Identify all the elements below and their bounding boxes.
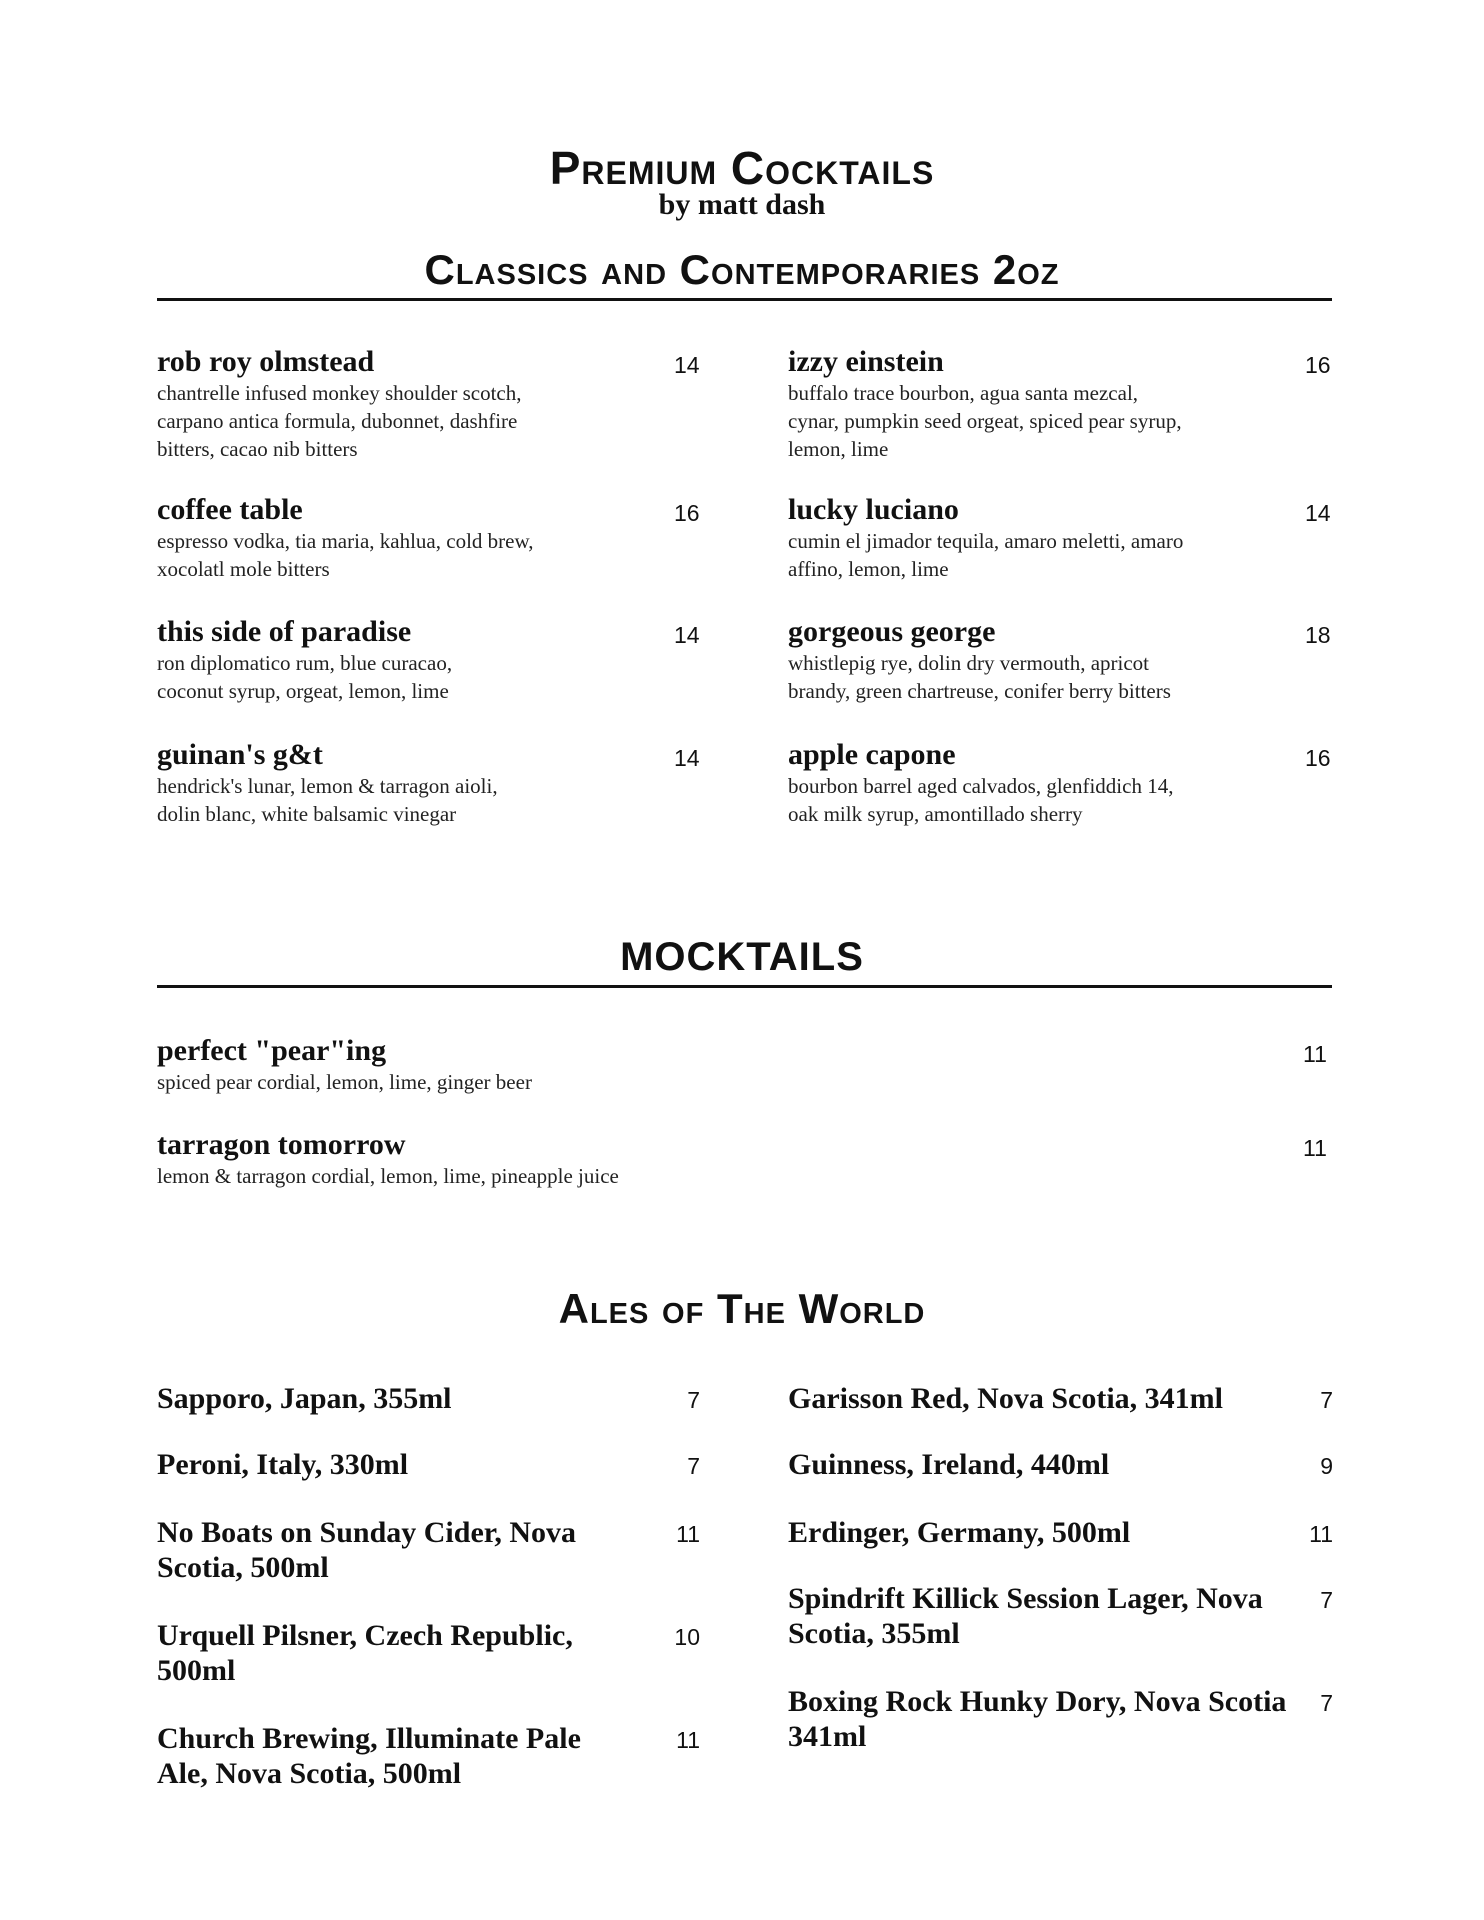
mocktail-description: spiced pear cordial, lemon, lime, ginger beer <box>157 1070 532 1094</box>
cocktail-price: 14 <box>674 745 700 771</box>
ale-item <box>788 1684 1333 1754</box>
ale-price: 7 <box>687 1387 700 1413</box>
cocktail-name: lucky luciano <box>788 493 959 526</box>
cocktail-name: coffee table <box>157 493 303 526</box>
ale-price: 7 <box>1320 1387 1333 1413</box>
ale-price: 7 <box>1320 1587 1333 1613</box>
ale-name: Urquell Pilsner, Czech Republic, 500ml <box>157 1619 573 1687</box>
cocktail-price: 18 <box>1305 622 1331 648</box>
section-divider <box>157 985 1332 988</box>
ale-item <box>157 1618 700 1688</box>
menu-title: Premium Cocktails <box>549 142 935 194</box>
cocktail-description: espresso vodka, tia maria, kahlua, cold brew, xocolatl mole bitters <box>157 529 534 581</box>
ales-heading: Ales of The World <box>558 1285 926 1332</box>
ale-item <box>788 1381 1333 1416</box>
cocktail-description: chantrelle infused monkey shoulder scotch, carpano antica formula, dubonnet, dashfire bitters, cacao nib bitters <box>157 381 522 461</box>
cocktail-item <box>788 738 1333 828</box>
mocktails-heading: MOCKTAILS <box>620 935 864 979</box>
mocktail-name: perfect "pear"ing <box>157 1034 387 1067</box>
ale-item <box>788 1515 1333 1550</box>
ale-item <box>157 1447 700 1482</box>
ale-name: Erdinger, Germany, 500ml <box>788 1516 1131 1549</box>
ale-name: Church Brewing, Illuminate Pale Ale, Nova Scotia, 500ml <box>157 1722 581 1790</box>
cocktail-price: 16 <box>674 500 700 526</box>
menu-byline: by matt dash <box>658 188 826 221</box>
ale-name: Boxing Rock Hunky Dory, Nova Scotia 341ml <box>788 1685 1287 1753</box>
cocktail-description: buffalo trace bourbon, agua santa mezcal, cynar, pumpkin seed orgeat, spiced pear syrup, lemon, lime <box>788 381 1182 461</box>
cocktail-item <box>157 738 702 828</box>
cocktail-name: guinan's g&t <box>157 738 323 771</box>
section-divider <box>157 298 1332 301</box>
mocktail-item <box>157 1034 1332 1096</box>
cocktail-description: hendrick's lunar, lemon & tarragon aioli, dolin blanc, white balsamic vinegar <box>157 774 498 826</box>
mocktail-price: 11 <box>1303 1135 1327 1161</box>
cocktail-price: 14 <box>674 622 700 648</box>
cocktail-name: izzy einstein <box>788 345 944 378</box>
ale-item <box>157 1381 700 1416</box>
ale-item <box>788 1581 1333 1651</box>
cocktail-item <box>788 345 1333 463</box>
ale-price: 7 <box>1320 1690 1333 1716</box>
cocktail-item <box>788 493 1333 583</box>
cocktail-name: rob roy olmstead <box>157 345 375 378</box>
ale-name: No Boats on Sunday Cider, Nova Scotia, 500ml <box>157 1516 576 1584</box>
classics-heading: Classics and Contemporaries 2oz <box>424 246 1060 293</box>
cocktail-price: 16 <box>1305 745 1331 771</box>
ale-price: 9 <box>1320 1453 1333 1479</box>
ale-item <box>157 1721 700 1791</box>
cocktail-price: 14 <box>1305 500 1331 526</box>
ale-price: 10 <box>674 1624 700 1650</box>
ale-item <box>788 1447 1333 1482</box>
cocktail-name: apple capone <box>788 738 956 771</box>
cocktail-item <box>788 615 1333 705</box>
ale-name: Sapporo, Japan, 355ml <box>157 1382 452 1415</box>
ale-name: Spindrift Killick Session Lager, Nova Scotia, 355ml <box>788 1582 1263 1650</box>
ale-name: Garisson Red, Nova Scotia, 341ml <box>788 1382 1223 1415</box>
cocktail-price: 16 <box>1305 352 1331 378</box>
cocktail-item <box>157 493 702 583</box>
cocktail-description: cumin el jimador tequila, amaro meletti, amaro affino, lemon, lime <box>788 529 1184 581</box>
ale-name: Peroni, Italy, 330ml <box>157 1448 409 1481</box>
cocktail-description: bourbon barrel aged calvados, glenfiddich 14, oak milk syrup, amontillado sherry <box>788 774 1174 826</box>
cocktail-item <box>157 345 702 463</box>
ale-name: Guinness, Ireland, 440ml <box>788 1448 1110 1481</box>
cocktail-description: whistlepig rye, dolin dry vermouth, apricot brandy, green chartreuse, conifer berry bitters <box>788 651 1171 703</box>
mocktail-name: tarragon tomorrow <box>157 1128 406 1161</box>
ale-price: 7 <box>687 1453 700 1479</box>
mocktail-price: 11 <box>1303 1041 1327 1067</box>
mocktail-description: lemon & tarragon cordial, lemon, lime, pineapple juice <box>157 1164 619 1188</box>
mocktail-item <box>157 1128 1332 1190</box>
ale-price: 11 <box>676 1727 700 1753</box>
cocktail-price: 14 <box>674 352 700 378</box>
ale-price: 11 <box>1309 1521 1333 1547</box>
cocktail-name: gorgeous george <box>788 615 996 648</box>
cocktail-description: ron diplomatico rum, blue curacao, coconut syrup, orgeat, lemon, lime <box>157 651 453 703</box>
ale-item <box>157 1515 700 1585</box>
cocktail-name: this side of paradise <box>157 615 412 648</box>
ale-price: 11 <box>676 1521 700 1547</box>
cocktail-item <box>157 615 702 705</box>
